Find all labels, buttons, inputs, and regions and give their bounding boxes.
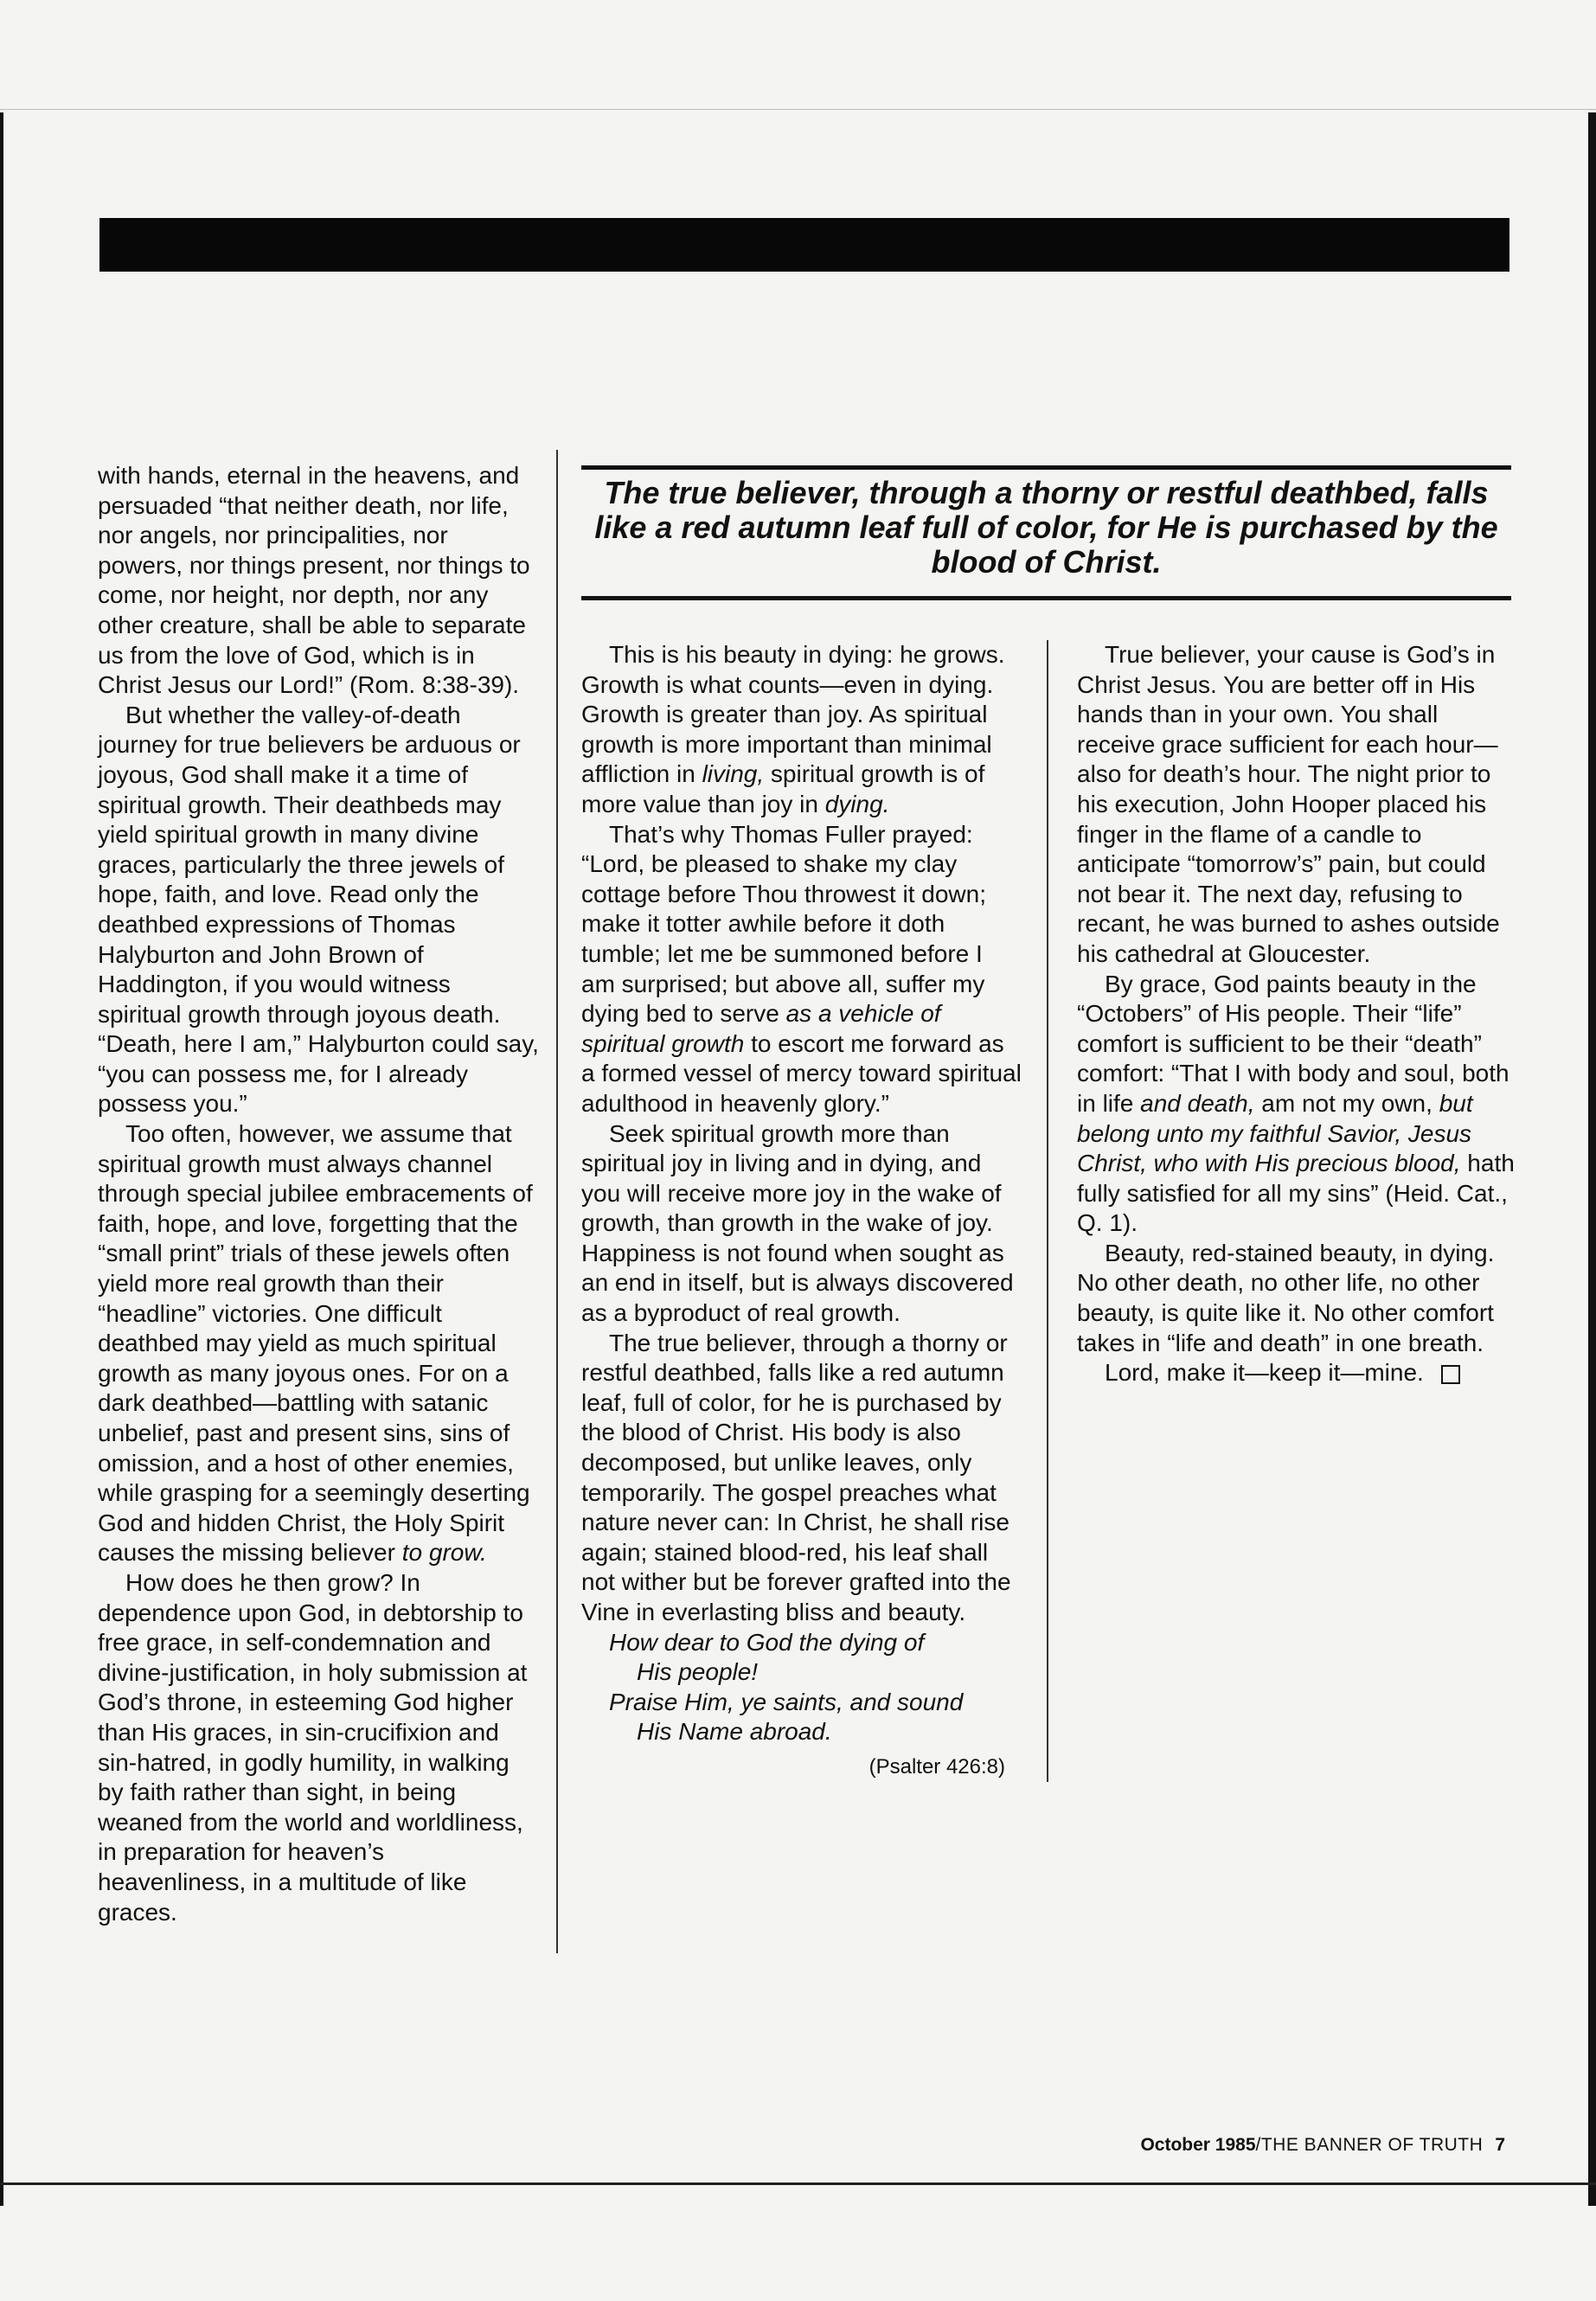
- scan-top-rule: [0, 109, 1596, 110]
- pullquote-bottom-rule: [581, 596, 1511, 600]
- paragraph: But whether the valley-of-death journey for true believers be arduous or joyous, God shall make it a time of spiritual growth. Their deathbeds may yield spiritual growth in many divine graces, particularly the three jewels of hope, faith, and love. Read only the deathbed expressions of Thomas Halyburton and John Brown of Haddington, if you would witness spiritual growth through joyous death. “Death, here I am,” Halyburton could say, “you can possess me, for I already possess you.”: [98, 701, 539, 1118]
- scan-right-edge: [1588, 112, 1596, 2206]
- publication-name: /THE BANNER OF TRUTH: [1255, 2135, 1484, 2155]
- verse-citation: (Psalter 426:8): [869, 1754, 1005, 1779]
- header-bar: [99, 218, 1509, 272]
- verse-line: How dear to God the dying of: [609, 1628, 925, 1656]
- end-mark-icon: [1441, 1365, 1460, 1384]
- paragraph: with hands, eternal in the heavens, and persuaded “that neither death, nor life, nor angels, nor principalities, nor powers, nor things present, nor things to come, nor height, nor depth, nor any other creature, shall be able to separate us from the love of God, which is in Christ Jesus our Lord!” (Rom. 8:38-39).: [98, 462, 530, 699]
- scan-bottom-rule: [0, 2182, 1596, 2185]
- paragraph: The true believer, through a thorny or restful deathbed, falls like a red autumn leaf, full of color, for he is purchased by the blood of Christ. His body is also decomposed, but unlike leaves, only temporarily. The gospel preaches what nature never can: In Christ, he shall rise again; stained blood-red, his leaf shall not wither but be forever grafted into the Vine in everlasting bliss and beauty.: [581, 1329, 1011, 1625]
- issue-date: October 1985: [1140, 2135, 1256, 2155]
- scan-left-edge: [0, 112, 3, 2206]
- paragraph: Seek spiritual growth more than spiritual joy in living and in dying, and you will receive more joy in the wake of growth, than growth in the wake of joy. Happiness is not found when sought as an end in itself, but is always discovered as a byproduct of real growth.: [581, 1119, 1014, 1327]
- psalter-verse: [581, 1628, 1022, 1747]
- page-number: 7: [1495, 2135, 1505, 2155]
- article-column-1: [98, 461, 539, 1927]
- verse-line: Praise Him, ye saints, and sound: [609, 1688, 964, 1715]
- paragraph: True believer, your cause is God’s in Christ Jesus. You are better off in His hands than in your own. You shall receive grace sufficient for each hour—also for death’s hour. The night prior to his execution, John Hooper placed his finger in the flame of a candle to anticipate “tomorrow’s” pain, but could not bear it. The next day, refusing to recant, he was burned to ashes outside his cathedral at Gloucester.: [1077, 641, 1500, 967]
- article-column-3: [1077, 640, 1518, 1388]
- column-divider: [1047, 640, 1048, 1782]
- article-column-2: [581, 640, 1022, 1783]
- verse-line: His Name abroad.: [637, 1718, 832, 1746]
- paragraph: That’s why Thomas Fuller prayed: “Lord, be pleased to shake my clay cottage before Thou throwest it down; make it totter awhile before it doth tumble; let me be summoned before I am surprised; but above all, suffer my dying bed to serve as a vehicle of spiritual growth to escort me forward as a formed vessel of mercy toward spiritual adulthood in heavenly glory.”: [581, 820, 1022, 1117]
- paragraph: This is his beauty in dying: he grows. Growth is what counts—even in dying. Growth is greater than joy. As spiritual growth is more important than minimal affliction in living, spiritual growth is of more value than joy in dying.: [581, 641, 1005, 817]
- paragraph: How does he then grow? In dependence upon God, in debtorship to free grace, in self-condemnation and divine-justification, in holy submission at God’s throne, in esteeming God higher than His graces, in sin-crucifixion and sin-hatred, in godly humility, in walking by faith rather than sight, in being weaned from the world and worldliness, in preparation for heaven’s heavenliness, in a multitude of like graces.: [98, 1568, 528, 1926]
- pullquote-top-rule: [581, 465, 1511, 470]
- pullquote: The true believer, through a thorny or restful deathbed, falls like a red autumn leaf full of color, for He is purchased by the blood of Christ.: [594, 475, 1498, 580]
- page-footer: [1038, 2135, 1505, 2156]
- column-divider: [556, 450, 558, 1953]
- paragraph: Beauty, red-stained beauty, in dying. No other death, no other life, no other beauty, is quite like it. No other comfort takes in “life and death” in one breath.: [1077, 1239, 1495, 1356]
- paragraph: By grace, God paints beauty in the “Octobers” of His people. Their “life” comfort is sufficient to be their “death” comfort: “That I with body and soul, both in life and death, am not my own, but belong unto my faithful Savior, Jesus Christ, who with His precious blood, hath fully satisfied for all my sins” (Heid. Cat., Q. 1).: [1077, 970, 1515, 1237]
- verse-line: His people!: [637, 1658, 759, 1686]
- closing-line: Lord, make it—keep it—mine.: [1077, 1358, 1518, 1388]
- paragraph: Too often, however, we assume that spiritual growth must always channel through special jubilee embracements of faith, hope, and love, forgetting that the “small print” trials of these jewels often yield more real growth than their “headline” victories. One difficult deathbed may yield as much spiritual growth as many joyous ones. For on a dark deathbed—battling with satanic unbelief, past and present sins, sins of omission, and a host of other enemies, while grasping for a seemingly deserting God and hidden Christ, the Holy Spirit causes the missing believer to grow.: [98, 1120, 533, 1567]
